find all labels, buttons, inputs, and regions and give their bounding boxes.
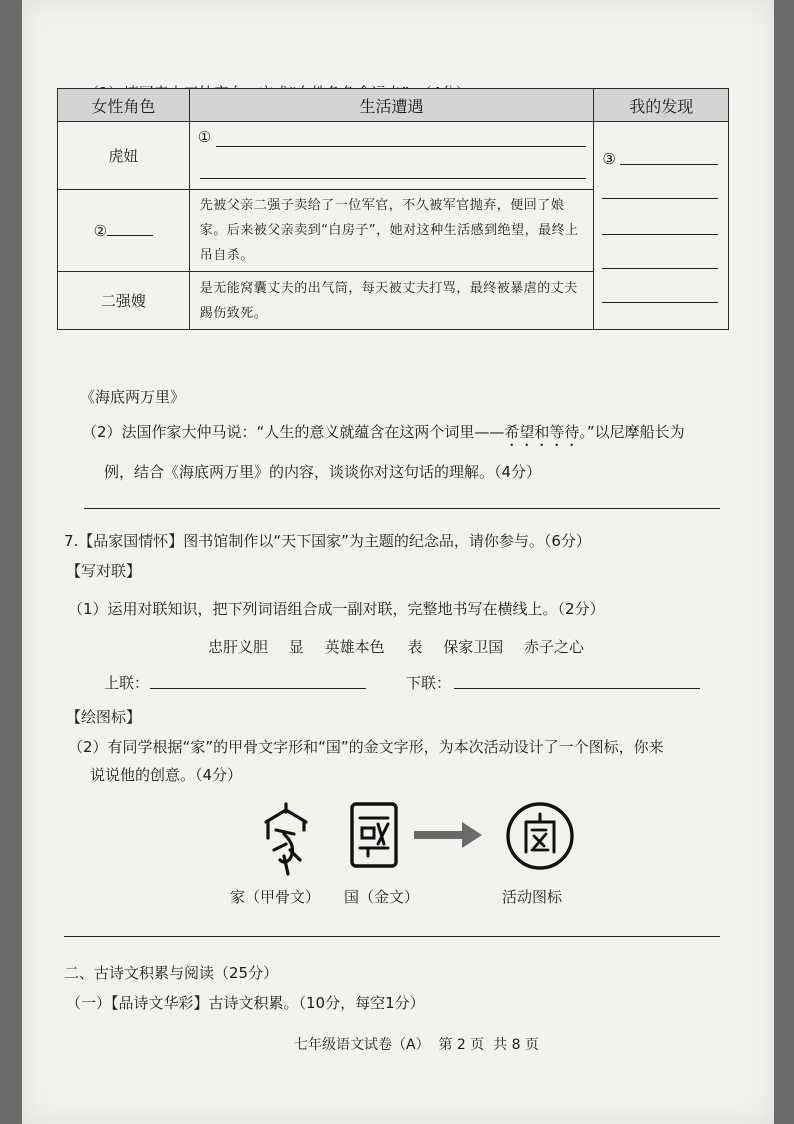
caption-jia: 家（甲骨文）: [230, 888, 321, 906]
experience-blank-1[interactable]: [189, 122, 594, 190]
role-blank-2[interactable]: [58, 190, 190, 272]
question-7-1: （1）运用对联知识，把下列词语组合成一副对联，完整地书写在横线上。（2分）: [68, 600, 605, 618]
answer-line: [216, 130, 586, 147]
section-two-title: 二、古诗文积累与阅读（25分）: [64, 964, 279, 982]
word-3: 英雄本色: [324, 638, 385, 656]
lower-couplet-label: 下联：: [406, 674, 452, 692]
answer-line: [602, 252, 718, 269]
word-4: 表: [407, 638, 423, 656]
upper-couplet-label: 上联：: [104, 674, 150, 692]
experience-xiaofuzi: 先被父亲二强子卖给了一位军官，不久被军官抛弃，便回了娘家。后来被父亲卖到“白房子”，她对这种生活感到绝望，最终上吊自杀。: [189, 190, 594, 272]
answer-line-6-2[interactable]: [84, 492, 720, 509]
caption-guo: 国（金文）: [344, 888, 420, 906]
word-6: 赤子之心: [523, 638, 584, 656]
header-experience: 生活遭遇: [189, 89, 594, 122]
answer-line: [602, 218, 718, 235]
jia-oracle-glyph-icon: [260, 800, 312, 878]
header-finding: 我的发现: [594, 89, 729, 122]
arrow-right-icon: [412, 820, 484, 850]
blank-marker-3: ③: [602, 150, 616, 168]
q6-2-text-b: 。”以尼摩船长为: [579, 423, 685, 441]
page-footer: 七年级语文试卷（A） 第 2 页 共 8 页: [294, 1037, 539, 1053]
activity-emblem-icon: [504, 800, 576, 872]
question-6-2-line1: [82, 421, 685, 450]
answer-line: [200, 158, 586, 179]
q6-2-text-a: （2）法国作家大仲马说：“人生的意义就蕴含在这两个词里——: [82, 423, 505, 441]
header-role: 女性角色: [58, 89, 190, 122]
answer-line: [620, 150, 718, 165]
finding-blank-3[interactable]: [594, 122, 729, 330]
question-7-2-line2: 说说他的创意。（4分）: [90, 766, 243, 784]
question-7-title: 7.【品家国情怀】图书馆制作以“天下国家”为主题的纪念品，请你参与。（6分）: [64, 532, 591, 550]
answer-line: [602, 286, 718, 303]
emphasized-words: 希望和等待: [504, 423, 580, 441]
role-huniu: 虎妞: [58, 122, 190, 190]
answer-line-7-2[interactable]: [64, 920, 720, 937]
question-6-2-line2: 例，结合《海底两万里》的内容，谈谈你对这句话的理解。（4分）: [104, 463, 542, 481]
section-couplet: 【写对联】: [66, 562, 142, 580]
upper-couplet-line[interactable]: [150, 672, 366, 689]
experience-erqiangsao: 是无能窝囊丈夫的出气筒，每天被丈夫打骂，最终被暴虐的丈夫踢伤致死。: [189, 272, 594, 330]
answer-line: [107, 221, 153, 236]
word-1: 忠肝义胆: [208, 638, 269, 656]
word-2: 显: [288, 638, 304, 656]
role-erqiangsao: 二强嫂: [58, 272, 190, 330]
question-7-2-line1: （2）有同学根据“家”的甲骨文字形和“国”的金文字形，为本次活动设计了一个图标，你来: [68, 738, 664, 756]
couplet-words: [208, 636, 584, 657]
answer-line: [602, 182, 718, 199]
lower-couplet-line[interactable]: [454, 672, 700, 689]
section-icon-design: 【绘图标】: [66, 708, 142, 726]
blank-marker-2: ②: [93, 222, 108, 240]
book-title: 《海底两万里》: [80, 388, 186, 406]
blank-marker-1: ①: [197, 128, 212, 146]
exam-page: [22, 0, 774, 1124]
guo-bronze-glyph-icon: [348, 800, 400, 870]
section-two-sub: （一）【品诗文华彩】古诗文积累。（10分，每空1分）: [66, 994, 425, 1012]
word-5: 保家卫国: [443, 638, 504, 656]
character-fate-table: [57, 88, 729, 330]
caption-activity-icon: 活动图标: [502, 888, 563, 906]
